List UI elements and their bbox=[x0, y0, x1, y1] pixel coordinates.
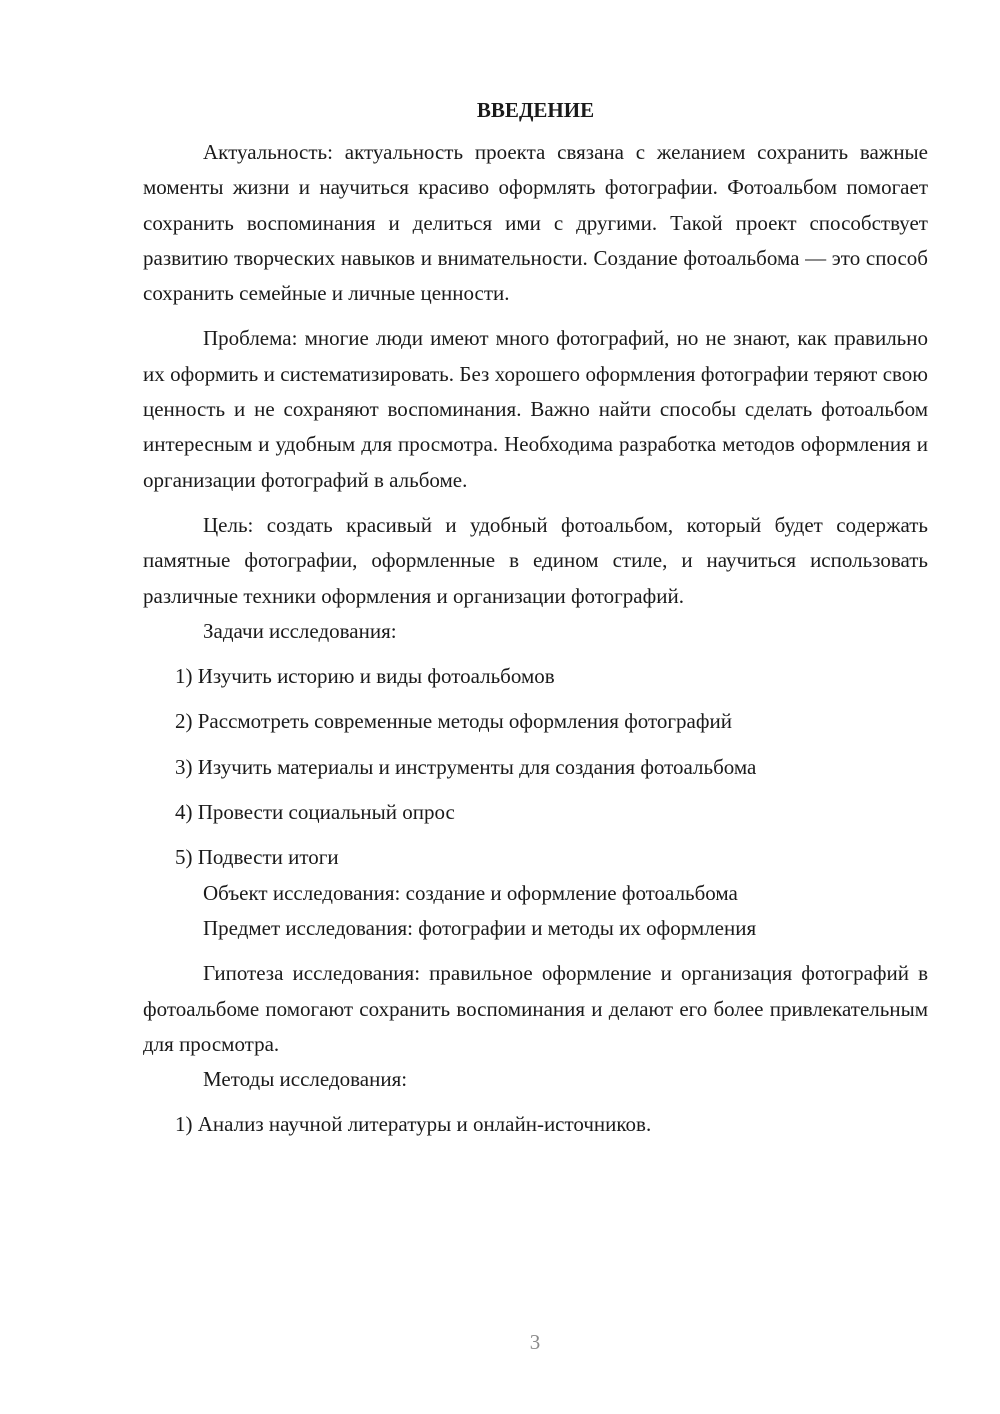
list-item: 5) Подвести итоги bbox=[175, 845, 339, 870]
tasks-list bbox=[143, 659, 928, 875]
methods-list bbox=[143, 1107, 928, 1142]
problem-paragraph: Проблема: многие люди имеют много фотографий, но не знают, как правильно их оформить и систематизировать. Без хорошего оформления фотографии теряют свою ценность и не сохраняют воспоминания. Важно найти способы сделать фотоальбом интересным и удобным для просмотра. Необходима разработка методов оформления и организации фотографий в альбоме. bbox=[143, 326, 928, 492]
list-item: 3) Изучить материалы и инструменты для создания фотоальбома bbox=[175, 754, 757, 779]
research-subject: Предмет исследования: фотографии и методы их оформления bbox=[203, 915, 757, 940]
list-item: 4) Провести социальный опрос bbox=[175, 800, 455, 825]
hypothesis-paragraph: Гипотеза исследования: правильное оформление и организация фотографий в фотоальбоме помогают сохранить воспоминания и делают его более привлекательным для просмотра. bbox=[143, 961, 928, 1056]
goal-paragraph: Цель: создать красивый и удобный фотоальбом, который будет содержать памятные фотографии, оформленные в едином стиле, и научиться использовать различные техники оформления и организации фотографий. bbox=[143, 512, 928, 608]
relevance-paragraph: Актуальность: актуальность проекта связана с желанием сохранить важные моменты жизни и научиться красиво оформлять фотографии. Фотоальбом помогает сохранить воспоминания и делиться ими с другими. Такой проект способствует развитию творческих навыков и внимательности. Создание фотоальбома — это способ сохранить семейные и личные ценности. bbox=[143, 140, 928, 306]
research-object: Объект исследования: создание и оформление фотоальбома bbox=[203, 880, 738, 905]
tasks-title: Задачи исследования: bbox=[203, 618, 397, 643]
page-number: 3 bbox=[529, 1330, 541, 1354]
list-item: 1) Анализ научной литературы и онлайн-источников. bbox=[175, 1112, 652, 1137]
page-content bbox=[143, 93, 928, 1143]
page-title: ВВЕДЕНИЕ bbox=[476, 98, 595, 122]
list-item: 1) Изучить историю и виды фотоальбомов bbox=[175, 664, 555, 689]
methods-title: Методы исследования: bbox=[203, 1067, 408, 1092]
list-item: 2) Рассмотреть современные методы оформления фотографий bbox=[175, 709, 732, 734]
